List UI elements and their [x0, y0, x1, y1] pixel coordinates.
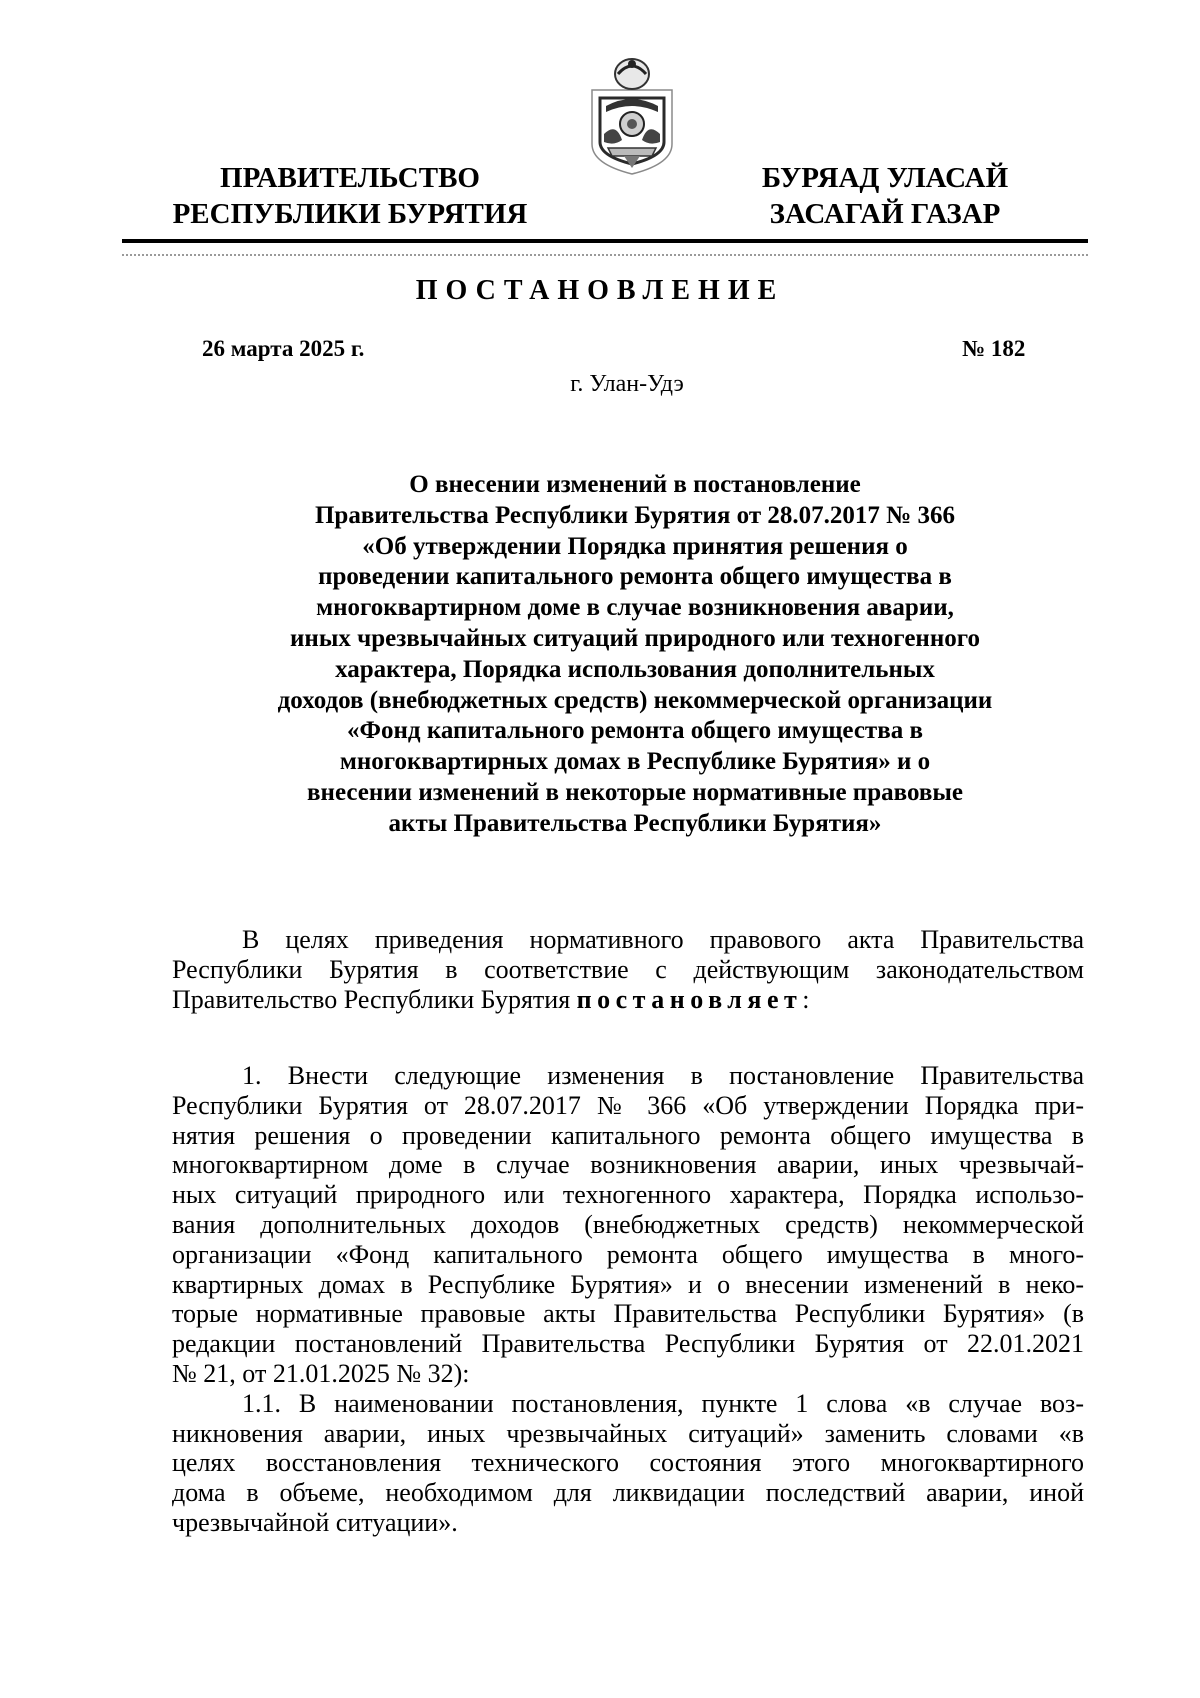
paragraph-line: торые нормативные правовые акты Правительства Республики Бурятия» (в [172, 1299, 1084, 1329]
paragraph-line: В целях приведения нормативного правового акта Правительства [242, 925, 1084, 954]
paragraph-line: ных ситуаций природного или техногенного характера, Порядка использо- [172, 1180, 1084, 1210]
paragraph-line: многоквартирном доме в случае возникновения аварии, иных чрезвычай- [172, 1150, 1084, 1180]
title-line: О внесении изменений в постановление [409, 471, 861, 498]
title-line: акты Правительства Республики Бурятия» [388, 809, 882, 837]
paragraph-line: Республики Бурятия от 28.07.2017 № 366 «Об утверждении Порядка при- [172, 1090, 1084, 1120]
title-line: иных чрезвычайных ситуаций природного или техногенного [290, 624, 980, 652]
paragraph-line: целях восстановления технического состояния этого многоквартирного [172, 1448, 1084, 1478]
paragraph-line: чрезвычайной ситуации». [172, 1507, 458, 1537]
title-line: «Об утверждении Порядка принятия решения о [362, 532, 908, 560]
paragraph-line: № 21, от 21.01.2025 № 32): [172, 1358, 470, 1388]
paragraph-line: вания дополнительных доходов (внебюджетных средств) некоммерческой [172, 1209, 1084, 1239]
document-type: ПОСТАНОВЛЕНИЕ [415, 275, 785, 306]
preamble-paragraph [172, 925, 1084, 1014]
header-right-line: ЗАСАГАЙ ГАЗАР [769, 198, 1001, 230]
government-name-ru [170, 160, 530, 232]
decree-word: постановляет [576, 984, 803, 1014]
coat-of-arms-emblem [586, 52, 678, 176]
preamble-text: Правительство Республики Бурятия [172, 984, 577, 1014]
document-number: № 182 [962, 336, 1026, 361]
paragraph-line: редакции постановлений Правительства Республики Бурятия от 22.01.2021 [172, 1329, 1084, 1359]
title-line: многоквартирных домах в Республике Бурятия» и о [339, 748, 931, 776]
title-line: проведении капитального ремонта общего имущества в [318, 563, 952, 591]
title-line: характера, Порядка использования дополнительных [335, 655, 935, 683]
preamble-colon: : [802, 984, 810, 1014]
document-title [200, 470, 1070, 840]
header-divider-thick [122, 239, 1088, 243]
document-city: г. Улан-Удэ [570, 371, 684, 397]
paragraph-line [172, 985, 1084, 1015]
header-left-line: РЕСПУБЛИКИ БУРЯТИЯ [172, 198, 528, 230]
paragraph-line: 1.1. В наименовании постановления, пункте 1 слова «в случае воз- [242, 1388, 1084, 1418]
header-divider-thin [122, 254, 1088, 256]
government-name-bua [745, 160, 1025, 232]
paragraph-line: квартирных домах в Республике Бурятия» и о внесении изменений в неко- [172, 1269, 1084, 1299]
document-date: 26 марта 2025 г. [202, 336, 365, 361]
paragraph-line: нятия решения о проведении капитального ремонта общего имущества в [172, 1120, 1084, 1150]
title-line: внесении изменений в некоторые нормативные правовые [307, 778, 963, 806]
title-line: «Фонд капитального ремонта общего имущества в [347, 717, 923, 745]
paragraph-line: 1. Внести следующие изменения в постановление Правительства [242, 1061, 1084, 1090]
title-line: Правительства Республики Бурятия от 28.07.2017 № 366 [314, 501, 955, 529]
clause-1 [172, 1061, 1084, 1538]
paragraph-line: организации «Фонд капитального ремонта общего имущества в много- [172, 1239, 1084, 1269]
paragraph-line: дома в объеме, необходимом для ликвидации последствий аварии, иной [172, 1478, 1084, 1508]
header-right-line: БУРЯАД УЛАСАЙ [761, 162, 1009, 194]
paragraph-line: никновения аварии, иных чрезвычайных ситуаций» заменить словами «в [172, 1418, 1084, 1448]
title-line: доходов (внебюджетных средств) некоммерческой организации [277, 686, 993, 714]
paragraph-line: Республики Бурятия в соответствие с действующим законодательством [172, 954, 1084, 984]
title-line: многоквартирном доме в случае возникновения аварии, [316, 594, 954, 622]
header-left-line: ПРАВИТЕЛЬСТВО [220, 162, 480, 194]
